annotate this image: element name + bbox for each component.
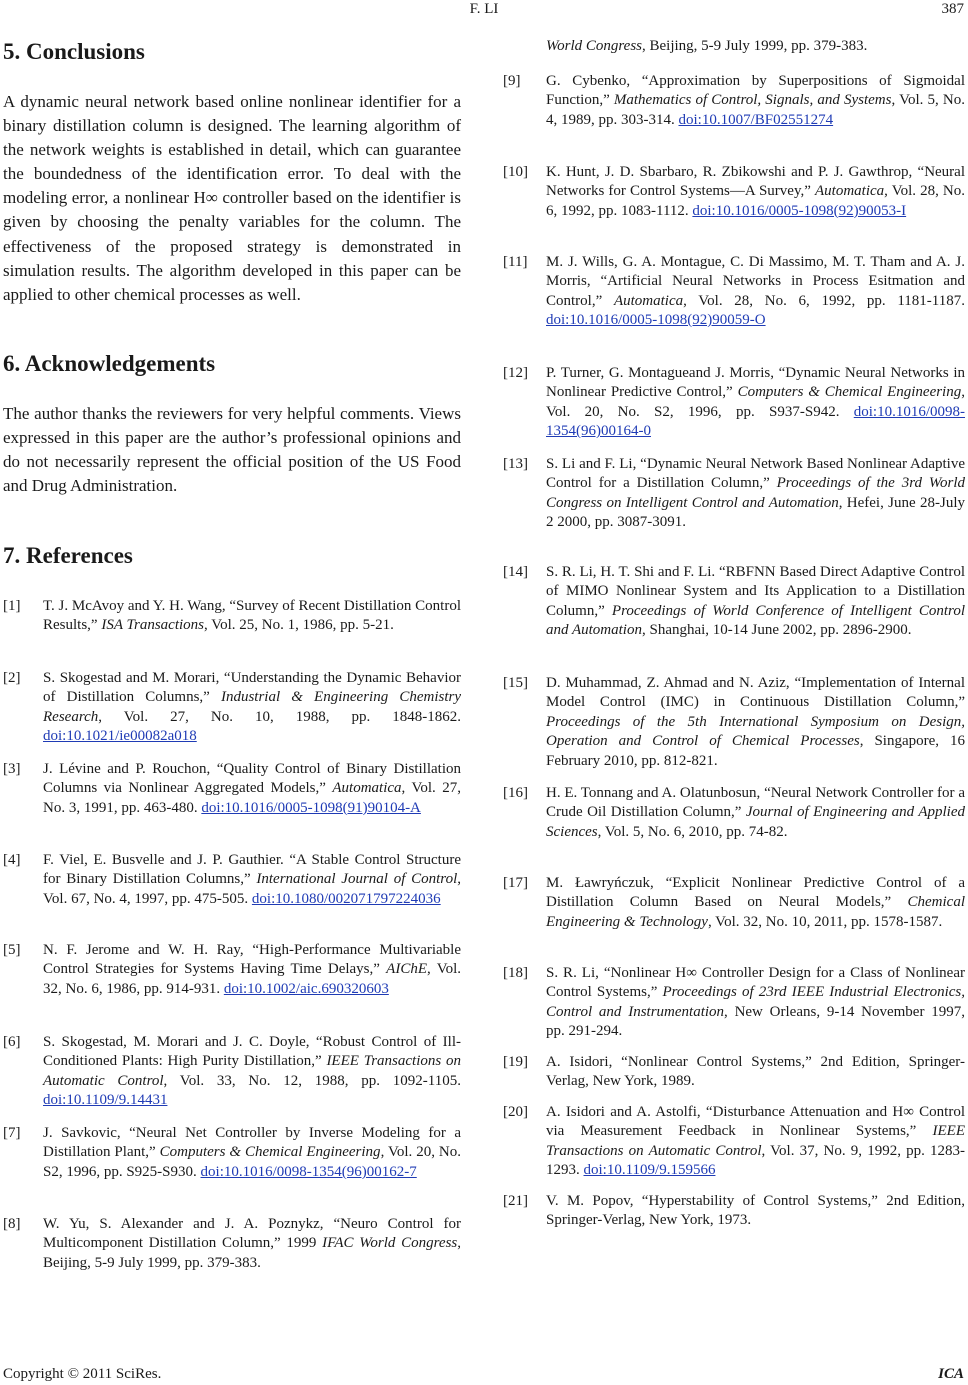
reference-details: , Vol. 5, No. 6, 2010, pp. 74-82. xyxy=(597,823,788,840)
reference-details: , Vol. 5, No. 4, 1989, pp. 303-314. xyxy=(546,92,965,128)
reference-number: [13] xyxy=(503,456,528,472)
reference-number: [15] xyxy=(503,675,528,691)
reference-item xyxy=(503,964,965,1042)
reference-number: [3] xyxy=(3,761,21,777)
reference-item xyxy=(503,563,965,641)
reference-source: Proceedings of World Conference of Intelligent Control and Automation xyxy=(546,602,966,639)
reference-source: Automatica xyxy=(814,183,885,200)
reference-number: [17] xyxy=(503,875,528,891)
reference-details: , Vol. 28, No. 6, 1992, pp. 1083-1112. xyxy=(546,183,965,219)
reference-source: Computers & Chemical Engineering xyxy=(159,1144,381,1161)
reference-text: J. Savkovic, “Neural Net Controller by Inverse Modeling for a Distillation Plant,” xyxy=(43,1125,461,1161)
reference-details: , Vol. 33, No. 12, 1988, pp. 1092-1105. xyxy=(163,1072,461,1089)
reference-details: , Vol. 27, No. 3, 1991, pp. 463-480. xyxy=(43,780,462,816)
reference-text: A. Isidori and A. Astolfi, “Disturbance Attenuation and H∞ Control via Measurement Feedback in Nonlinear Systems,” xyxy=(546,1104,965,1140)
acknowledgements-text: The author thanks the reviewers for very helpful comments. Views expressed in this paper are the author’s professional opinions and do not necessarily represent the official position of the US Food and Drug Administration. xyxy=(3,404,461,496)
reference-details: , Vol. 37, No. 9, 1992, pp. 1283-1293. xyxy=(546,1142,966,1179)
doi-link[interactable]: doi:10.1002/aic.690320603 xyxy=(223,980,389,997)
reference-details: , Beijing, 5-9 July 1999, pp. 379-383. xyxy=(43,1235,461,1271)
reference-details: , Singapore, 16 February 2010, pp. 812-821. xyxy=(546,733,965,769)
section-title-references: 7. References xyxy=(3,543,133,568)
footer-journal: ICA xyxy=(938,1366,964,1382)
section-title-conclusions: 5. Conclusions xyxy=(3,39,145,64)
reference-text: S. R. Li, “Nonlinear H∞ Controller Design for a Class of Nonlinear Control Systems,” xyxy=(546,965,965,1001)
doi-link[interactable]: doi:10.1080/002071797224036 xyxy=(251,890,441,907)
reference-details: , New Orleans, 9-14 November 1997, pp. 291-294. xyxy=(546,1003,965,1040)
reference-item xyxy=(503,784,965,842)
reference-details: , Vol. 25, No. 1, 1986, pp. 5-21. xyxy=(204,617,394,634)
reference-text: S. Skogestad, M. Morari and J. C. Doyle, “Robust Control of Ill-Conditioned Plants: High Purity Distillation,” xyxy=(43,1034,461,1070)
reference-details: , Vol. 67, No. 4, 1997, pp. 475-505. xyxy=(43,871,461,907)
reference-text: N. F. Jerome and W. H. Ray, “High-Performance Multivariable Control Strategies for Systems Having Time Delays,” xyxy=(43,942,461,978)
footer-copyright: Copyright © 2011 SciRes. xyxy=(3,1366,162,1382)
reference-item xyxy=(503,1103,965,1181)
reference-source: IEEE Transactions on Automatic Control xyxy=(546,1123,965,1159)
doi-link[interactable]: doi:10.1109/9.159566 xyxy=(583,1162,716,1179)
reference-number: [18] xyxy=(503,965,528,981)
doi-link[interactable]: doi:10.1007/BF02551274 xyxy=(678,111,834,128)
reference-number: [9] xyxy=(503,73,521,89)
reference-number: [5] xyxy=(3,942,21,958)
page-number: 387 xyxy=(941,1,964,17)
reference-text: J. Lévine and P. Rouchon, “Quality Control of Binary Distillation Columns via Nonlinear Aggregated Models,” xyxy=(43,761,461,797)
reference-text: S. R. Li, H. T. Shi and F. Li. “RBFNN Based Direct Adaptive Control of MIMO Nonlinear System and Its Application to a Distillation Column,” xyxy=(546,564,965,619)
reference-source: Proceedings of the 3rd World Congress on Intelligent Control and Automation xyxy=(546,475,965,511)
reference-text: W. Yu, S. Alexander and J. A. Poznykz, “Neuro Control for Multicomponent Distillation Column,” 1999 xyxy=(43,1216,461,1252)
reference-item xyxy=(503,874,965,932)
reference-item xyxy=(503,253,965,331)
reference-item xyxy=(3,669,461,747)
reference-source: Mathematics of Control, Signals, and Systems xyxy=(613,92,892,109)
reference-number: [11] xyxy=(503,254,528,270)
section-title-acknowledgements: 6. Acknowledgements xyxy=(3,351,216,376)
reference-number: [4] xyxy=(3,852,21,868)
reference-details: , Hefei, June 28-July 2 2000, pp. 3087-3091. xyxy=(546,494,965,531)
reference-number: [12] xyxy=(503,365,528,381)
reference-number: [10] xyxy=(503,164,528,180)
doi-link[interactable]: doi:10.1016/0098-1354(96)00164-0 xyxy=(546,403,965,440)
reference-source: IFAC World Congress xyxy=(322,1235,458,1252)
reference-item xyxy=(3,760,461,818)
doi-link[interactable]: doi:10.1016/0005-1098(92)90059-O xyxy=(546,312,766,329)
reference-text: T. J. McAvoy and Y. H. Wang, “Survey of Recent Distillation Control Results,” xyxy=(43,598,461,634)
reference-details: , Vol. 28, No. 6, 1992, pp. 1181-1187. xyxy=(683,292,965,309)
reference-source: Industrial & Engineering Chemistry Research xyxy=(43,689,461,725)
reference-source: Proceedings of 23rd IEEE Industrial Electronics, Control and Instrumentation xyxy=(546,984,966,1020)
reference-details: , Vol. 32, No. 6, 1986, pp. 914-931. xyxy=(43,961,462,997)
reference-number: [20] xyxy=(503,1104,528,1120)
reference-text: S. Skogestad and M. Morari, “Understanding the Dynamic Behavior of Distillation Columns,” xyxy=(43,670,461,706)
reference-item xyxy=(3,597,461,636)
doi-link[interactable]: doi:10.1016/0005-1098(91)90104-A xyxy=(201,799,421,816)
reference-number: [1] xyxy=(3,598,21,614)
reference-source: AIChE xyxy=(386,961,427,978)
reference-text: S. Li and F. Li, “Dynamic Neural Network Based Nonlinear Adaptive Control for a Distillation Column,” xyxy=(546,456,965,492)
doi-link[interactable]: doi:10.1016/0098-1354(96)00162-7 xyxy=(200,1163,417,1180)
reference-details: , Vol. 20, No. S2, 1996, pp. S937-S942. xyxy=(546,384,965,420)
reference-source: Proceedings of the 5th International Symposium on Design, Operation and Control of Chemical Processes xyxy=(546,713,965,750)
doi-link[interactable]: doi:10.1109/9.14431 xyxy=(43,1092,168,1109)
doi-link[interactable]: doi:10.1021/ie00082a018 xyxy=(43,728,197,745)
reference-details: , Vol. 20, No. S2, 1996, pp. S925-S930. xyxy=(43,1144,461,1180)
reference-item xyxy=(503,674,965,771)
reference-number: [21] xyxy=(503,1193,528,1209)
reference-item xyxy=(3,1215,461,1271)
reference-source: Automatica xyxy=(613,292,684,309)
reference-source: International Journal of Control xyxy=(256,871,458,888)
reference-number: [2] xyxy=(3,670,21,686)
reference-source-continued: World Congress xyxy=(546,38,642,54)
reference-item xyxy=(503,364,965,442)
reference-number: [19] xyxy=(503,1054,528,1070)
reference-source: Computers & Chemical Engineering xyxy=(737,384,962,401)
reference-text: A. Isidori, “Nonlinear Control Systems,” 2nd Edition, Springer-Verlag, New York, 1989. xyxy=(546,1054,965,1090)
reference-source: IEEE Transactions on Automatic Control xyxy=(43,1053,461,1089)
reference-text: D. Muhammad, Z. Ahmad and N. Aziz, “Implementation of Internal Model Control (IMC) in Continuous Distillation Column,” xyxy=(546,675,965,711)
reference-continuation xyxy=(503,37,965,56)
reference-item xyxy=(3,941,461,999)
reference-number: [14] xyxy=(503,564,528,580)
reference-text: M. Ławryńczuk, “Explicit Nonlinear Predictive Control of a Distillation Column Based on Neural Models,” xyxy=(546,875,965,911)
reference-item xyxy=(503,455,965,533)
reference-number: [8] xyxy=(3,1216,21,1232)
reference-text: M. J. Wills, G. A. Montague, C. Di Massimo, M. T. Tham and A. J. Morris, “Artificial Neural Networks in Process Esitmation and Control,” xyxy=(546,254,965,309)
reference-item xyxy=(3,1033,461,1111)
running-head: F. LI xyxy=(469,1,499,17)
reference-details: , Vol. 27, No. 10, 1988, pp. 1848-1862. xyxy=(98,708,461,725)
reference-text: H. E. Tonnang and A. Olatunbosun, “Neural Network Controller for a Crude Oil Distillation Column,” xyxy=(546,785,965,821)
reference-source: Chemical Engineering & Technology xyxy=(546,894,965,930)
reference-text: V. M. Popov, “Hyperstability of Control Systems,” 2nd Edition, Springer-Verlag, New York, 1973. xyxy=(546,1193,965,1229)
reference-number: [7] xyxy=(3,1125,21,1141)
reference-text: P. Turner, G. Montagueand J. Morris, “Dynamic Neural Networks in Nonlinear Predictive Control,” xyxy=(546,365,965,401)
reference-item xyxy=(503,1053,965,1092)
reference-item xyxy=(3,851,461,909)
reference-source: Journal of Engineering and Applied Sciences xyxy=(546,804,965,840)
reference-source: ISA Transactions xyxy=(101,617,204,634)
reference-source: Automatica xyxy=(332,780,402,797)
reference-item xyxy=(3,1124,461,1182)
reference-text: G. Cybenko, “Approximation by Superpositions of Sigmoidal Function,” xyxy=(546,73,965,109)
reference-number: [16] xyxy=(503,785,528,801)
reference-item xyxy=(503,72,965,130)
conclusions-text: A dynamic neural network based online nonlinear identifier for a binary distillation column is designed. The learning algorithm of the network weights is established in detail, which can guarantee the boundedness of the identification error. To deal with the modeling error, a nonlinear H∞ controller based on the identifier is given by choosing the penalty variables for the column. The effectiveness of the proposed strategy is demonstrated in simulation results. The algorithm developed in this paper can be applied to other chemical processes as well. xyxy=(3,92,461,304)
reference-text: F. Viel, E. Busvelle and J. P. Gauthier. “A Stable Control Structure for Binary Distillation Columns,” xyxy=(43,852,461,888)
reference-item xyxy=(503,163,965,221)
reference-item xyxy=(503,1192,965,1231)
reference-details: , Shanghai, 10-14 June 2002, pp. 2896-2900. xyxy=(641,622,912,639)
reference-number: [6] xyxy=(3,1034,21,1050)
reference-details: , Vol. 32, No. 10, 2011, pp. 1578-1587. xyxy=(707,913,943,930)
reference-text: K. Hunt, J. D. Sbarbaro, R. Zbikowshi and P. J. Gawthrop, “Neural Networks for Control Systems—A Survey,” xyxy=(546,164,965,200)
doi-link[interactable]: doi:10.1016/0005-1098(92)90053-I xyxy=(692,202,907,219)
reference-details-continued: , Beijing, 5-9 July 1999, pp. 379-383. xyxy=(642,38,868,54)
